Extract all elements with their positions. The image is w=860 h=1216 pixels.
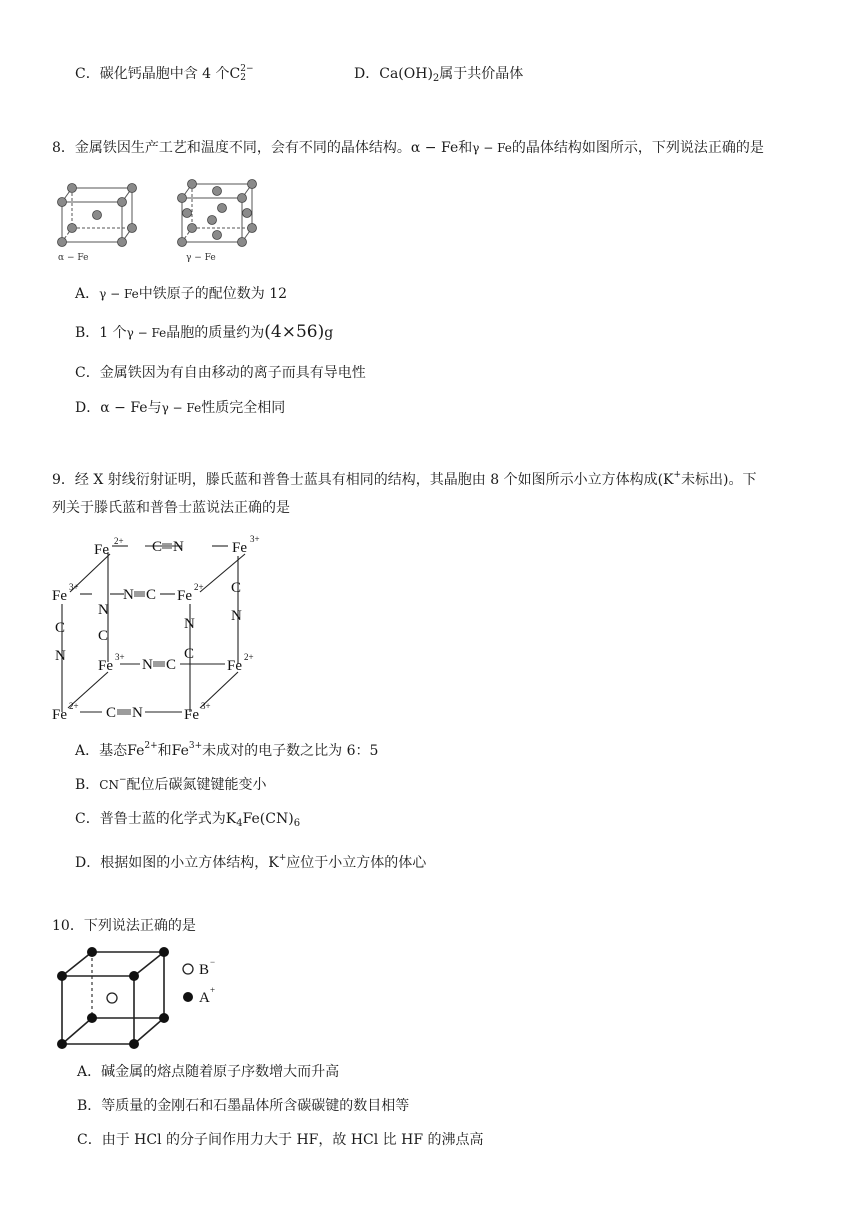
a-ion (129, 971, 139, 981)
legend-a-charge: + (210, 985, 216, 995)
n-atom: N (123, 587, 134, 603)
q9-option-d: D．根据如图的小立方体结构，K+应位于小立方体的体心 (75, 853, 427, 871)
n-atom: N (142, 657, 153, 673)
n-atom: N (55, 648, 66, 664)
charge: 2+ (69, 701, 79, 711)
fe-ion: Fe (52, 588, 67, 604)
ionic-cell-figure (52, 942, 252, 1057)
charge: 3+ (201, 701, 211, 711)
charge: 3+ (69, 582, 79, 592)
atom (248, 224, 257, 233)
atom (118, 238, 127, 247)
atom (213, 187, 222, 196)
n-atom: N (184, 616, 195, 632)
legend-b-charge: − (210, 957, 216, 967)
atom (218, 204, 227, 213)
atom (58, 238, 67, 247)
atom (183, 209, 192, 218)
gamma-fe-cell-figure (172, 176, 272, 268)
q9-stem-line2: 列关于滕氏蓝和普鲁士蓝说法正确的是 (52, 500, 290, 516)
a-ion (159, 947, 169, 957)
q7-option-c: C．碳化钙晶胞中含 4 个C 2− 2 (75, 64, 254, 83)
atom (128, 184, 137, 193)
q10-option-b: B．等质量的金刚石和石墨晶体所含碳碳键的数目相等 (77, 1098, 410, 1114)
b-ion (107, 993, 117, 1003)
c-atom: C (152, 539, 163, 555)
fe-ion: Fe (52, 707, 67, 723)
atom (58, 198, 67, 207)
q8-stem: 8．金属铁因生产工艺和温度不同，会有不同的晶体结构。α − Fe和γ − Fe的晶体结构如图所示，下列说法正确的是 (52, 140, 764, 156)
atom (238, 238, 247, 247)
a-ion (87, 947, 97, 957)
atom (208, 216, 217, 225)
n-atom: N (173, 539, 184, 555)
q10-stem: 10．下列说法正确的是 (52, 918, 196, 934)
charge: 2+ (194, 582, 204, 592)
fig-label-gamma: γ − Fe (186, 253, 216, 263)
fe-ion: Fe (232, 540, 247, 556)
c-atom: C (106, 705, 117, 721)
c-atom: C (231, 580, 242, 596)
q10-option-c: C．由于 HCl 的分子间作用力大于 HF，故 HCl 比 HF 的沸点高 (77, 1132, 484, 1148)
alpha-fe-cell-figure (52, 176, 152, 268)
q8-option-d: D．α − Fe与γ − Fe性质完全相同 (75, 400, 286, 416)
q9-option-b: B．CN−配位后碳氮键键能变小 (75, 775, 267, 793)
atom (248, 180, 257, 189)
fe-ion: Fe (227, 658, 242, 674)
q7-option-d: D．$Ca(OH)_2$属于共价晶体 (354, 66, 524, 84)
fe-ion: Fe (177, 588, 192, 604)
atom (243, 209, 252, 218)
charge: 3+ (115, 652, 125, 662)
a-ion (129, 1039, 139, 1049)
charge: 2+ (114, 536, 124, 546)
c-atom: C (98, 628, 109, 644)
q8-option-a: A．γ − Fe中铁原子的配位数为 12 (75, 286, 288, 302)
fig-label-alpha: α − Fe (58, 253, 89, 263)
c-atom: C (184, 646, 195, 662)
c-atom: C (166, 657, 177, 673)
atom (93, 211, 102, 220)
prussian-blue-cube-figure (50, 532, 270, 728)
atom (178, 194, 187, 203)
n-atom: N (231, 608, 242, 624)
legend-a-marker (183, 992, 193, 1002)
atom (68, 224, 77, 233)
atom (68, 184, 77, 193)
charge: 3+ (250, 534, 260, 544)
n-atom: N (132, 705, 143, 721)
atom (188, 180, 197, 189)
c-atom: C (146, 587, 157, 603)
fe-ion: Fe (94, 542, 109, 558)
q9-stem-line1: 9．经 X 射线衍射证明，滕氏蓝和普鲁士蓝具有相同的结构，其晶胞由 8 个如图所示小立方体构成(K+未标出)。下 (52, 470, 757, 488)
charge: 2+ (244, 652, 254, 662)
a-ion (57, 971, 67, 981)
a-ion (159, 1013, 169, 1023)
legend-b-label: B (199, 962, 210, 978)
fe-ion: Fe (184, 707, 199, 723)
atom (118, 198, 127, 207)
atom (178, 238, 187, 247)
atom (188, 224, 197, 233)
fe-ion: Fe (98, 658, 113, 674)
q9-option-a: A．基态$Fe^{2+}$和$Fe^{3+}$未成对的电子数之比为 6：5 (75, 741, 379, 759)
a-ion (57, 1039, 67, 1049)
q10-option-a: A．碱金属的熔点随着原子序数增大而升高 (77, 1064, 340, 1080)
atom (128, 224, 137, 233)
legend-a-label: A (199, 990, 210, 1006)
n-atom: N (98, 602, 109, 618)
c-atom: C (55, 620, 66, 636)
q8-option-b: B．1 个γ − Fe晶胞的质量约为(4×56)g (75, 322, 334, 342)
a-ion (87, 1013, 97, 1023)
q8-option-c: C．金属铁因为有自由移动的离子而具有导电性 (75, 365, 366, 381)
atom (213, 231, 222, 240)
atom (238, 194, 247, 203)
legend-b-marker (183, 964, 193, 974)
q9-option-c: C．普鲁士蓝的化学式为$K_4Fe(CN)_6$ (75, 811, 301, 829)
